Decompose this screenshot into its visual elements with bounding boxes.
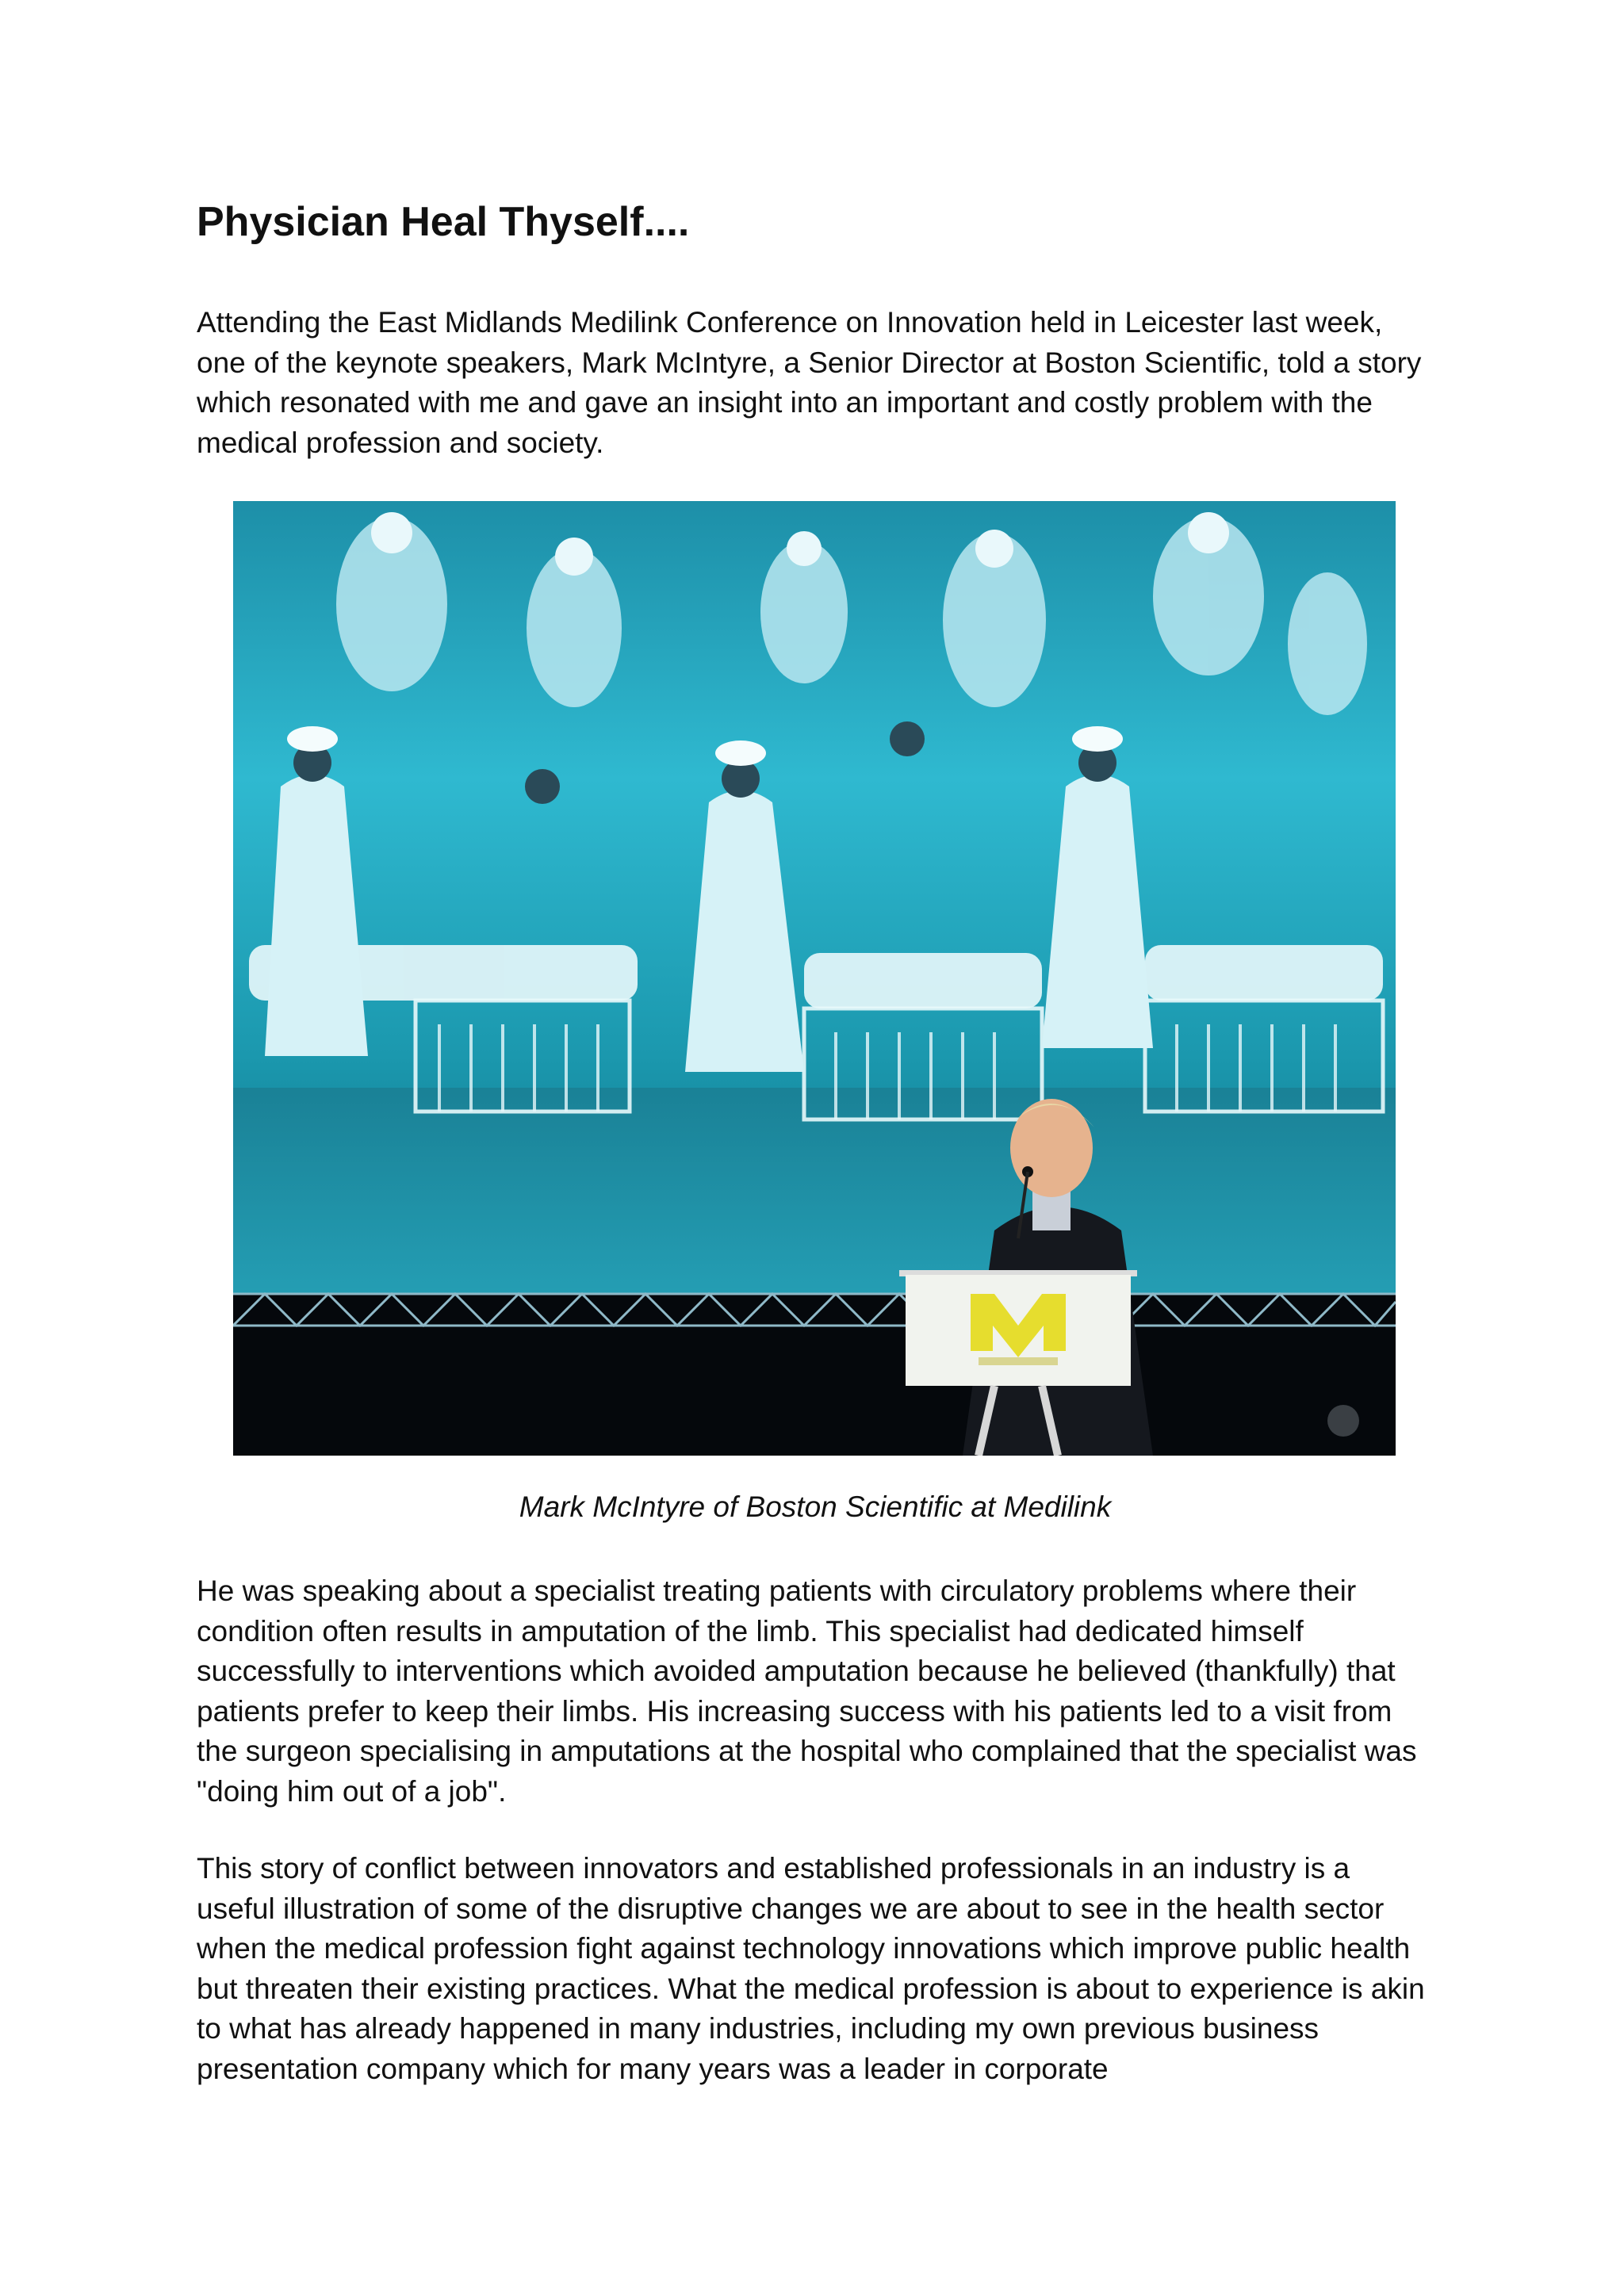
article-title: Physician Heal Thyself.... (197, 199, 690, 245)
paragraph-specialist-story: He was speaking about a specialist treating patients with circulatory problems where their condition often results in amputation of the limb. This specialist had dedicated himself successfully to interventions which avoided amputation because he believed (thankfully) that patients prefer to keep their limbs. His increasing success with his patients led to a visit from the surgeon specialising in amputations at the hospital who complained that the specialist was "doing him out of a job". (197, 1575, 1417, 1808)
conference-photo-icon (233, 501, 1396, 1456)
conference-photo (233, 501, 1396, 1456)
image-caption: Mark McIntyre of Boston Scientific at Medilink (519, 1490, 1112, 1523)
paragraph-conflict: This story of conflict between innovators and established professionals in an industry is a useful illustration of some of the disruptive changes we are about to see in the health sector when the medical profession fight against technology innovations which improve public health but threaten their existing practices. What the medical profession is about to experience is akin to what has already happened in many industries, including my own previous business presentation company which for many years was a leader in corporate (197, 1852, 1425, 2085)
paragraph-intro: Attending the East Midlands Medilink Conference on Innovation held in Leicester last week, one of the keynote speakers, Mark McIntyre, a Senior Director at Boston Scientific, told a story which resonated with me and gave an insight into an important and costly problem with the medical profession and society. (197, 306, 1422, 459)
